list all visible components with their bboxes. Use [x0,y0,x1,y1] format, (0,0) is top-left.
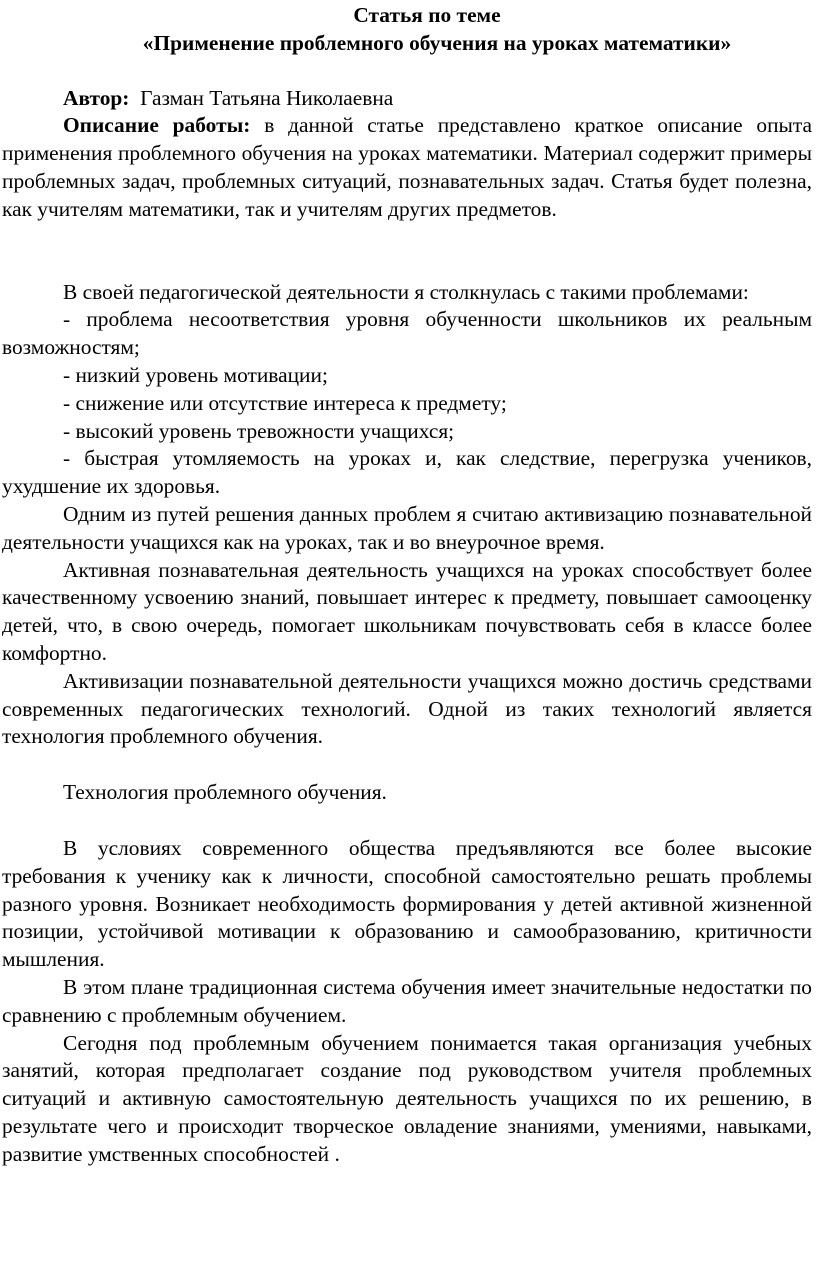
problem-item: - снижение или отсутствие интереса к предмету; [63,390,507,415]
problem-item: - низкий уровень мотивации; [63,362,328,387]
description-label: Описание работы: [63,113,251,138]
author-name: Газман Татьяна Николаевна [140,85,394,110]
title-line-2: «Применение проблемного обучения на уроках математики» [142,30,732,55]
problem-item: - высокий уровень тревожности учащихся; [63,418,455,443]
activation-paragraph: Активизации познавательной деятельности учащихся можно достичь средствами современных педагогических технологий. Одной из таких технологий является технология проблемного обучения. [2,668,812,749]
title-line-1: Статья по теме [353,3,501,27]
today-paragraph: Сегодня под проблемным обучением понимается такая организация учебных занятий, которая предполагает создание под руководством учителя проблемных ситуаций и активную самостоятельную деятельность учащихся по их решению, в результате чего и происходит творческое овладение знаниями, умениями, навыками, развитие умственных способностей . [2,1030,812,1166]
society-paragraph: В условиях современного общества предъявляются все более высокие требования к ученику как к личности, способной самостоятельно решать проблемы разного уровня. Возникает необходимость формирования у детей активной жизненной позиции, устойчивой мотивации к образованию и самообразованию, критичности мышления. [2,835,812,972]
traditional-paragraph: В этом плане традиционная система обучения имеет значительные недостатки по сравнению с проблемным обучением. [2,974,812,1027]
author-line [2,85,812,113]
author-label: Автор: [63,85,130,110]
problem-item: - быстрая утомляемость на уроках и, как следствие, перегрузка учеников, ухудшение их здоровья. [2,446,812,499]
document-page [2,0,812,1168]
problem-item: - проблема несоответствия уровня обученности школьников их реальным возможностям; [2,307,812,360]
description-text: в данной статье представлено краткое описание опыта применения проблемного обучения на уроках математики. Материал содержит примеры проблемных задач, проблемных ситуаций, познавательных задач. Статья будет полезна, как учителям математики, так и учителям других предметов. [2,113,812,221]
section-heading: Технология проблемного обучения. [63,780,387,805]
active-paragraph: Активная познавательная деятельность учащихся на уроках способствует более качественному усвоению знаний, повышает интерес к предмету, повышает самооценку детей, что, в свою очередь, помогает школьникам почувствовать себя в классе более комфортно. [2,557,812,665]
description-paragraph [2,112,812,223]
solution-paragraph: Одним из путей решения данных проблем я считаю активизацию познавательной деятельности учащихся как на уроках, так и во внеурочное время. [2,501,812,554]
intro-paragraph: В своей педагогической деятельности я столкнулась с такими проблемами: [63,279,749,304]
